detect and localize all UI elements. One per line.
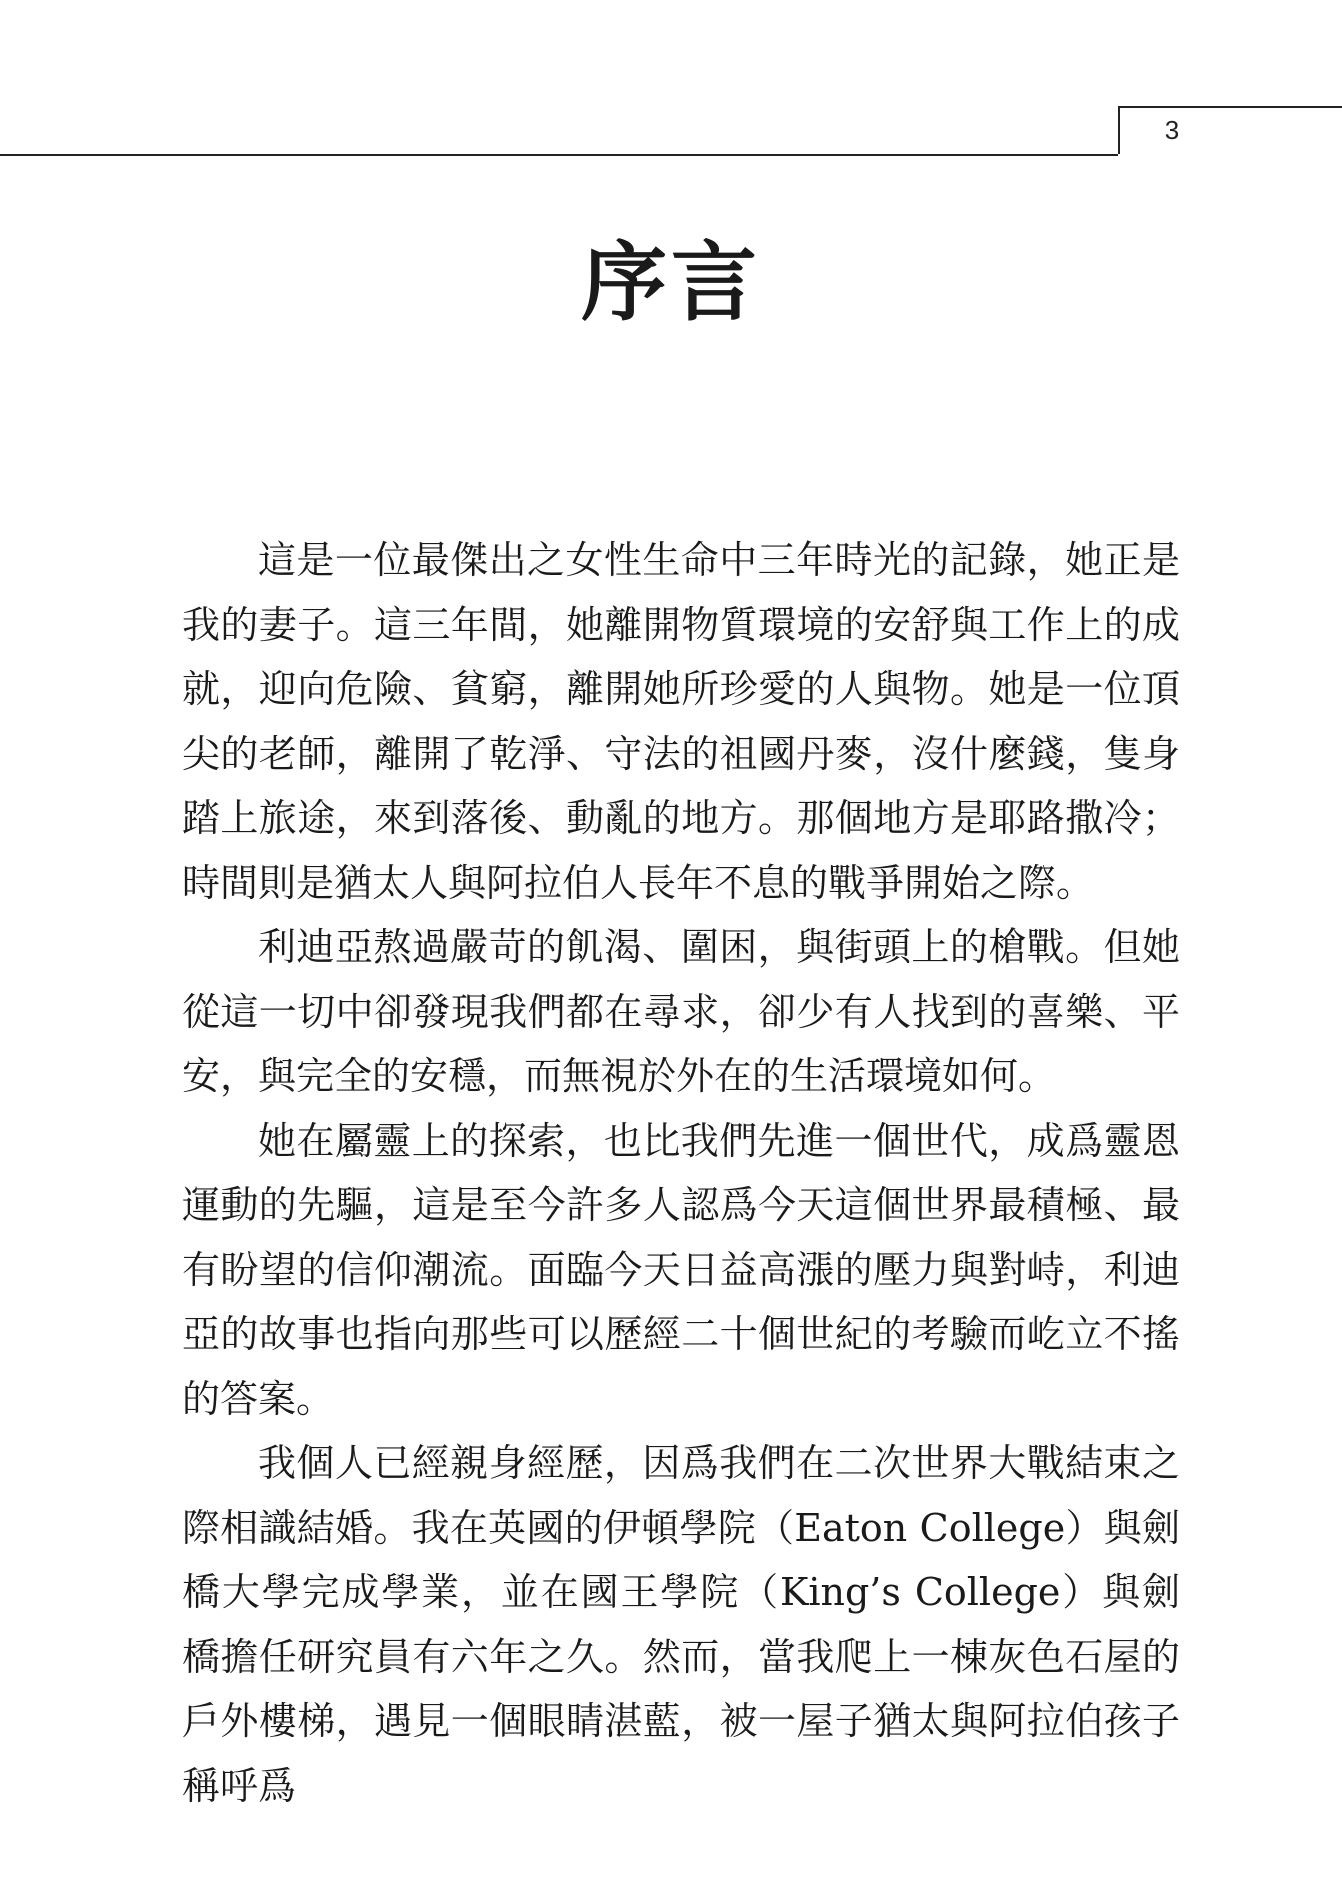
paragraph-3: 她在屬靈上的探索，也比我們先進一個世代，成爲靈恩運動的先驅，這是至今許多人認爲今天這個世界最積極、最有盼望的信仰潮流。面臨今天日益高漲的壓力與對峙，利迪亞的故事也指向那些可以歷經二十個世紀的考驗而屹立不搖的答案。 — [182, 1118, 1180, 1421]
paragraph-1: 這是一位最傑出之女性生命中三年時光的記錄，她正是我的妻子。這三年間，她離開物質環境的安舒與工作上的成就，迎向危險、貧窮，離開她所珍愛的人與物。她是一位頂尖的老師，離開了乾淨、守法的祖國丹麥，沒什麼錢，隻身踏上旅途，來到落後、動亂的地方。那個地方是耶路撒冷；時間則是猶太人與阿拉伯人長年不息的戰爭開始之際。 — [182, 538, 1180, 905]
page-number: 3 — [1164, 115, 1180, 145]
body-text — [182, 528, 1180, 1818]
paragraph-2: 利迪亞熬過嚴苛的飢渴、圍困，與街頭上的槍戰。但她從這一切中卻發現我們都在尋求，卻少有人找到的喜樂、平安，與完全的安穩，而無視於外在的生活環境如何。 — [182, 925, 1180, 1098]
page-title: 序言 — [581, 232, 761, 333]
paragraph-4: 我個人已經親身經歷，因爲我們在二次世界大戰結束之際相識結婚。我在英國的伊頓學院（Eaton College）與劍橋大學完成學業，並在國王學院（King’s College）與劍橋擔任研究員有六年之久。然而，當我爬上一棟灰色石屋的戶外樓梯，遇見一個眼睛湛藍，被一屋子猶太與阿拉伯孩子稱呼爲 — [182, 1441, 1180, 1808]
header-rule — [0, 154, 1118, 156]
